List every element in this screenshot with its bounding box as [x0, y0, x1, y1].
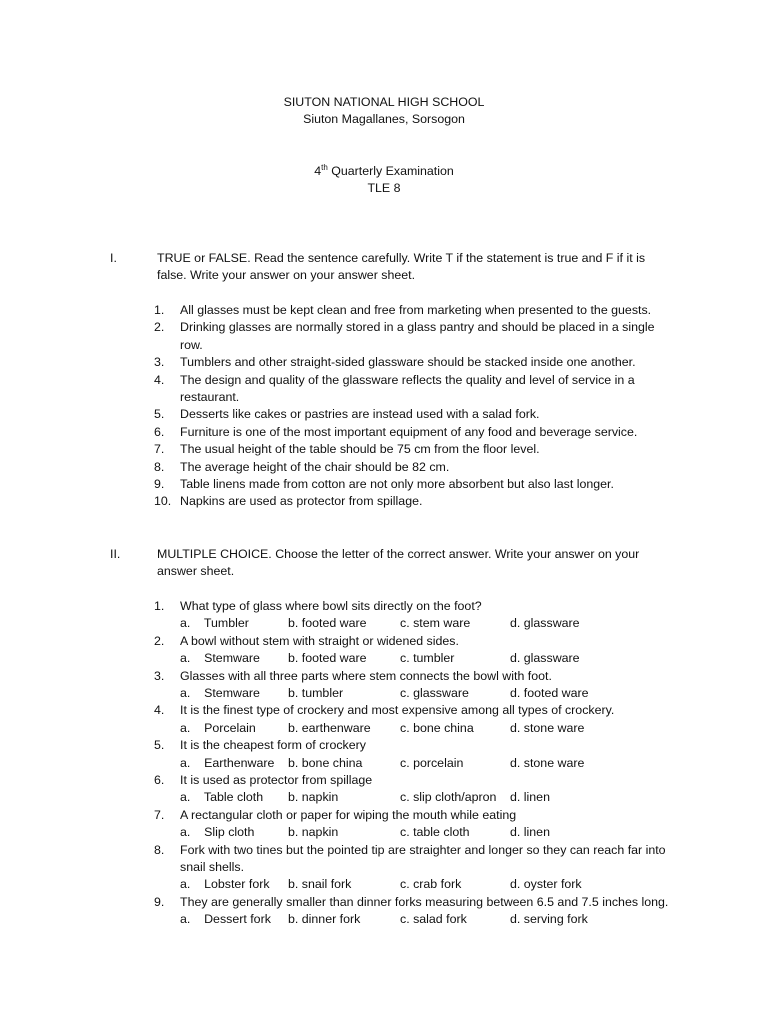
section-instructions: TRUE or FALSE. Read the sentence carefully. Write T if the statement is true and F if it is false. Write your answer on your answer sheet.	[157, 251, 646, 283]
question-text: The average height of the chair should be 82 cm.	[180, 459, 450, 474]
answer-choice-b: b. dinner fork	[288, 912, 361, 927]
question-item	[154, 807, 674, 842]
question-item	[154, 424, 674, 441]
question-item	[154, 302, 674, 319]
answer-choice-d: d. stone ware	[510, 755, 585, 770]
question-number: 8.	[154, 842, 165, 857]
answer-choice-c: c. salad fork	[400, 912, 467, 927]
answer-choices	[180, 789, 674, 806]
exam-title	[0, 163, 768, 180]
question-item	[154, 459, 674, 476]
question-number: 6.	[154, 424, 165, 439]
answer-choice-d: d. serving fork	[510, 912, 588, 927]
question-item	[154, 894, 674, 929]
question-item	[154, 372, 674, 407]
question-text: Tumblers and other straight-sided glassware should be stacked inside one another.	[180, 355, 636, 370]
school-address: Siuton Magallanes, Sorsogon	[303, 112, 465, 126]
answer-choice-c: c. table cloth	[400, 825, 470, 840]
question-number: 1.	[154, 303, 165, 317]
answer-choice-a: a. Dessert fork	[180, 912, 271, 927]
exam-ordinal: 4	[314, 164, 322, 178]
question-number: 5.	[154, 407, 165, 422]
question-item	[154, 354, 674, 371]
answer-choice-a: a. Tumbler	[180, 616, 249, 631]
question-item	[154, 842, 674, 894]
question-text: It is the cheapest form of crockery	[180, 738, 366, 753]
question-text: Glasses with all three parts where stem connects the bowl with foot.	[180, 668, 552, 683]
question-number: 2.	[154, 320, 165, 335]
question-item	[154, 633, 674, 668]
exam-subject: TLE 8	[367, 181, 401, 195]
question-text: The design and quality of the glassware reflects the quality and level of service in a restaurant.	[180, 372, 635, 405]
multiple-choice-list	[154, 598, 674, 929]
answer-choice-a: a. Table cloth	[180, 790, 264, 805]
question-number: 8.	[154, 459, 165, 474]
answer-choices	[180, 720, 674, 737]
question-number: 9.	[154, 477, 165, 492]
answer-choices	[180, 824, 674, 841]
question-number: 7.	[154, 442, 165, 457]
answer-choices	[180, 876, 674, 893]
answer-choice-c: c. bone china	[400, 720, 474, 735]
question-number: 4.	[154, 703, 165, 718]
answer-choice-c: c. slip cloth/apron	[400, 790, 497, 805]
answer-choice-b: b. tumbler	[288, 686, 344, 700]
answer-choice-a: a. Stemware	[180, 686, 260, 700]
answer-choice-a: a. Stemware	[180, 651, 260, 666]
question-number: 3.	[154, 668, 165, 683]
question-item	[154, 702, 674, 737]
answer-choice-a: a. Slip cloth	[180, 825, 255, 840]
answer-choice-b: b. napkin	[288, 790, 339, 805]
exam-title-text: Quarterly Examination	[327, 164, 454, 178]
answer-choices	[180, 650, 674, 667]
question-number: 1.	[154, 599, 165, 613]
answer-choice-d: d. glassware	[510, 651, 580, 666]
answer-choice-c: c. stem ware	[400, 616, 471, 631]
question-number: 10.	[154, 494, 172, 509]
answer-choice-a: a. Lobster fork	[180, 877, 270, 892]
true-false-list	[154, 302, 674, 511]
question-item	[154, 668, 674, 703]
school-name: SIUTON NATIONAL HIGH SCHOOL	[283, 95, 485, 109]
answer-choices	[180, 615, 674, 632]
question-item	[154, 319, 674, 354]
answer-choice-c: c. tumbler	[400, 651, 455, 666]
answer-choice-c: c. crab fork	[400, 877, 462, 892]
answer-choice-d: d. oyster fork	[510, 877, 582, 892]
answer-choices	[180, 911, 674, 928]
question-item	[154, 441, 674, 458]
answer-choice-b: b. earthenware	[288, 720, 371, 735]
question-item	[154, 737, 674, 772]
answer-choice-b: b. snail fork	[288, 877, 352, 892]
question-text: The usual height of the table should be 75 cm from the floor level.	[180, 442, 540, 457]
question-text: A bowl without stem with straight or widened sides.	[180, 633, 459, 648]
answer-choice-d: d. linen	[510, 825, 550, 840]
section-instructions: MULTIPLE CHOICE. Choose the letter of the correct answer. Write your answer on your answer sheet.	[157, 547, 640, 579]
answer-choice-d: d. linen	[510, 790, 550, 805]
section-number: I.	[110, 251, 117, 265]
answer-choice-d: d. footed ware	[510, 686, 589, 700]
question-text: All glasses must be kept clean and free from marketing when presented to the guests.	[180, 303, 652, 317]
question-text: Fork with two tines but the pointed tip are straighter and longer so they can reach far into snail shells.	[180, 842, 666, 874]
question-text: What type of glass where bowl sits directly on the foot?	[180, 599, 482, 613]
question-text: It is the finest type of crockery and most expensive among all types of crockery.	[180, 703, 615, 718]
question-text: They are generally smaller than dinner forks measuring between 6.5 and 7.5 inches long.	[180, 894, 669, 909]
section-number: II.	[110, 547, 121, 561]
answer-choices	[180, 685, 674, 702]
answer-choice-b: b. footed ware	[288, 616, 367, 631]
answer-choice-a: a. Porcelain	[180, 720, 256, 735]
question-text: Table linens made from cotton are not only more absorbent but also last longer.	[180, 477, 614, 492]
question-text: Drinking glasses are normally stored in a glass pantry and should be placed in a single row.	[180, 320, 655, 352]
question-number: 3.	[154, 355, 165, 370]
answer-choice-c: c. porcelain	[400, 755, 464, 770]
question-number: 7.	[154, 807, 165, 822]
question-item	[154, 772, 674, 807]
question-item	[154, 598, 674, 633]
question-text: A rectangular cloth or paper for wiping the mouth while eating	[180, 807, 517, 822]
question-item	[154, 493, 674, 510]
question-text: It is used as protector from spillage	[180, 772, 373, 787]
question-item	[154, 406, 674, 423]
answer-choice-a: a. Earthenware	[180, 755, 275, 770]
answer-choice-b: b. footed ware	[288, 651, 367, 666]
question-text: Furniture is one of the most important equipment of any food and beverage service.	[180, 424, 638, 439]
question-item	[154, 476, 674, 493]
question-number: 2.	[154, 633, 165, 648]
answer-choice-c: c. glassware	[400, 686, 469, 700]
question-number: 6.	[154, 772, 165, 787]
question-number: 5.	[154, 738, 165, 753]
exam-ordinal-suffix: th	[321, 162, 328, 172]
answer-choice-b: b. bone china	[288, 755, 363, 770]
answer-choice-b: b. napkin	[288, 825, 339, 840]
question-number: 4.	[154, 372, 165, 387]
answer-choice-d: d. glassware	[510, 616, 580, 631]
question-number: 9.	[154, 894, 165, 909]
question-text: Desserts like cakes or pastries are instead used with a salad fork.	[180, 407, 540, 422]
question-text: Napkins are used as protector from spillage.	[180, 494, 423, 509]
answer-choice-d: d. stone ware	[510, 720, 585, 735]
answer-choices	[180, 755, 674, 772]
